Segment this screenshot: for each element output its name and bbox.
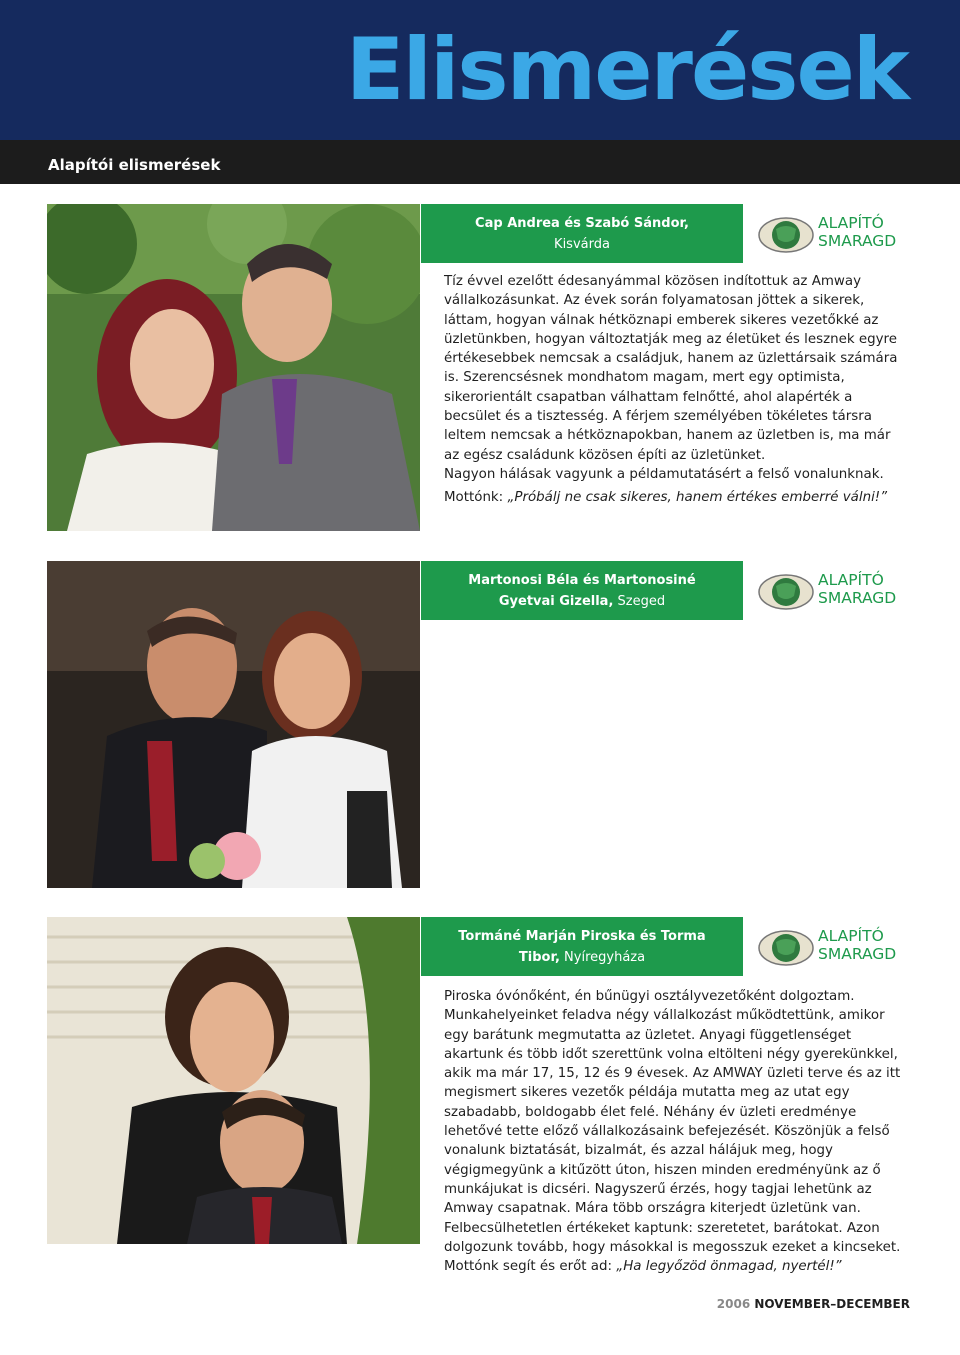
photo-couple-3 <box>47 917 420 1244</box>
issue-footer <box>717 1297 910 1311</box>
name-box-3 <box>421 917 743 976</box>
paragraph-body: Piroska óvónőként, én bűnügyi osztályvezetőként dolgoztam. Munkahelyeinket feladva négy vállalkozást működtettünk, amikor egy barátunk megmutatta az üzletet. Anyagi függetlenséget akartunk és több időt szerettünk volna eltölteni négy gyerekünkkel, akik ma már 17, 15, 12 és 9 évesek. Az AMWAY üzleti terve és az itt megismert sikeres vezetők példája mutatta meg az utat egy szabadabb, boldogabb élet felé. Néhány év üzleti eredménye lehetővé tette előző vállalkozásaink befejezését. Köszönjük a felső vonalunk biztatását, bizalmát, és azzal hálájuk meg, hogy végigmegyünk a kitűzött úton, hiszen minden eredményünk az ő munkájukat is dicséri. Nagyszerű érzés, hogy tagjai lehetünk az Amway csapatnak. Mára több országra kiterjedt üzletünk van. Felbecsülhetetlen értékeket kaptunk: szeretetet, barátokat. Azon dolgozunk tovább, hogy másokkal is megosszuk ezeket a kincseket. Mottónk segít és erőt ad: <box>444 989 901 1275</box>
profile-text-3 <box>444 987 906 1276</box>
award-badge-3 <box>758 922 908 972</box>
name-box-2 <box>421 561 743 620</box>
motto-quote: „Ha legyőzöd önmagad, nyertél!” <box>616 1259 842 1275</box>
badge-line-1: ALAPÍTÓ <box>818 927 884 945</box>
globe-logo-icon <box>758 930 814 966</box>
couple-name: Martonosi Béla és Martonosiné <box>468 572 696 588</box>
couple-name: Tormáné Marján Piroska és Torma <box>458 928 706 944</box>
motto-label: Mottónk: <box>444 490 504 506</box>
couple-name: Cap Andrea és Szabó Sándor, <box>475 215 689 231</box>
paragraph: Tíz évvel ezelőtt édesanyámmal közösen indítottuk az Amway vállalkozásunkat. Az évek során folyamatosan jöttek a sikerek, láttam, hogyan válnak hétköznapi emberek sikeres vezetőkké az üzletünkben, hogyan változtatják meg az életüket és lesznek egyre értékesebbek nemcsak a családjuk, hanem az üzlettársaik számára is. Szerencsésnek mondhatom magam, mert egy optimista, sikerorientált csapatban válhattam felnőtté, ahol alapérték a becsület és a tisztesség. A férjem személyében tökéletes társra leltem nemcsak a hétköznapokban, hanem az üzletben is, ma már az egész családunk közösen építi az üzletünket. <box>444 274 898 463</box>
paragraph: Nagyon hálásak vagyunk a példamutatásért a felső vonalunknak. <box>444 466 884 482</box>
masthead <box>0 0 960 140</box>
photo-couple-1 <box>47 204 420 531</box>
motto-quote: „Próbálj ne csak sikeres, hanem értékes emberré válni!” <box>507 490 888 506</box>
couple-name-2: Gyetvai Gizella, <box>498 593 614 609</box>
badge-line-1: ALAPÍTÓ <box>818 214 884 232</box>
section-bar <box>0 140 960 184</box>
globe-logo-icon <box>758 574 814 610</box>
issue-month: NOVEMBER–DECEMBER <box>754 1297 910 1311</box>
profile-text-1 <box>444 272 906 508</box>
award-badge-2 <box>758 566 908 616</box>
couple-name-2: Tibor, <box>518 949 560 965</box>
badge-line-2: SMARAGD <box>818 945 897 963</box>
section-label: Alapítói elismerések <box>48 156 221 174</box>
motto-line <box>444 488 906 507</box>
globe-logo-icon <box>758 217 814 253</box>
page-title: Elismerések <box>345 20 908 120</box>
paragraph <box>444 987 906 1276</box>
couple-place: Szeged <box>617 593 666 609</box>
name-box-1 <box>421 204 743 263</box>
couple-place: Kisvárda <box>554 236 610 252</box>
badge-line-2: SMARAGD <box>818 589 897 607</box>
couple-place: Nyíregyháza <box>564 949 646 965</box>
photo-couple-2 <box>47 561 420 888</box>
issue-year: 2006 <box>716 1297 751 1311</box>
award-badge-1 <box>758 209 908 259</box>
badge-line-1: ALAPÍTÓ <box>818 571 884 589</box>
badge-line-2: SMARAGD <box>818 232 897 250</box>
